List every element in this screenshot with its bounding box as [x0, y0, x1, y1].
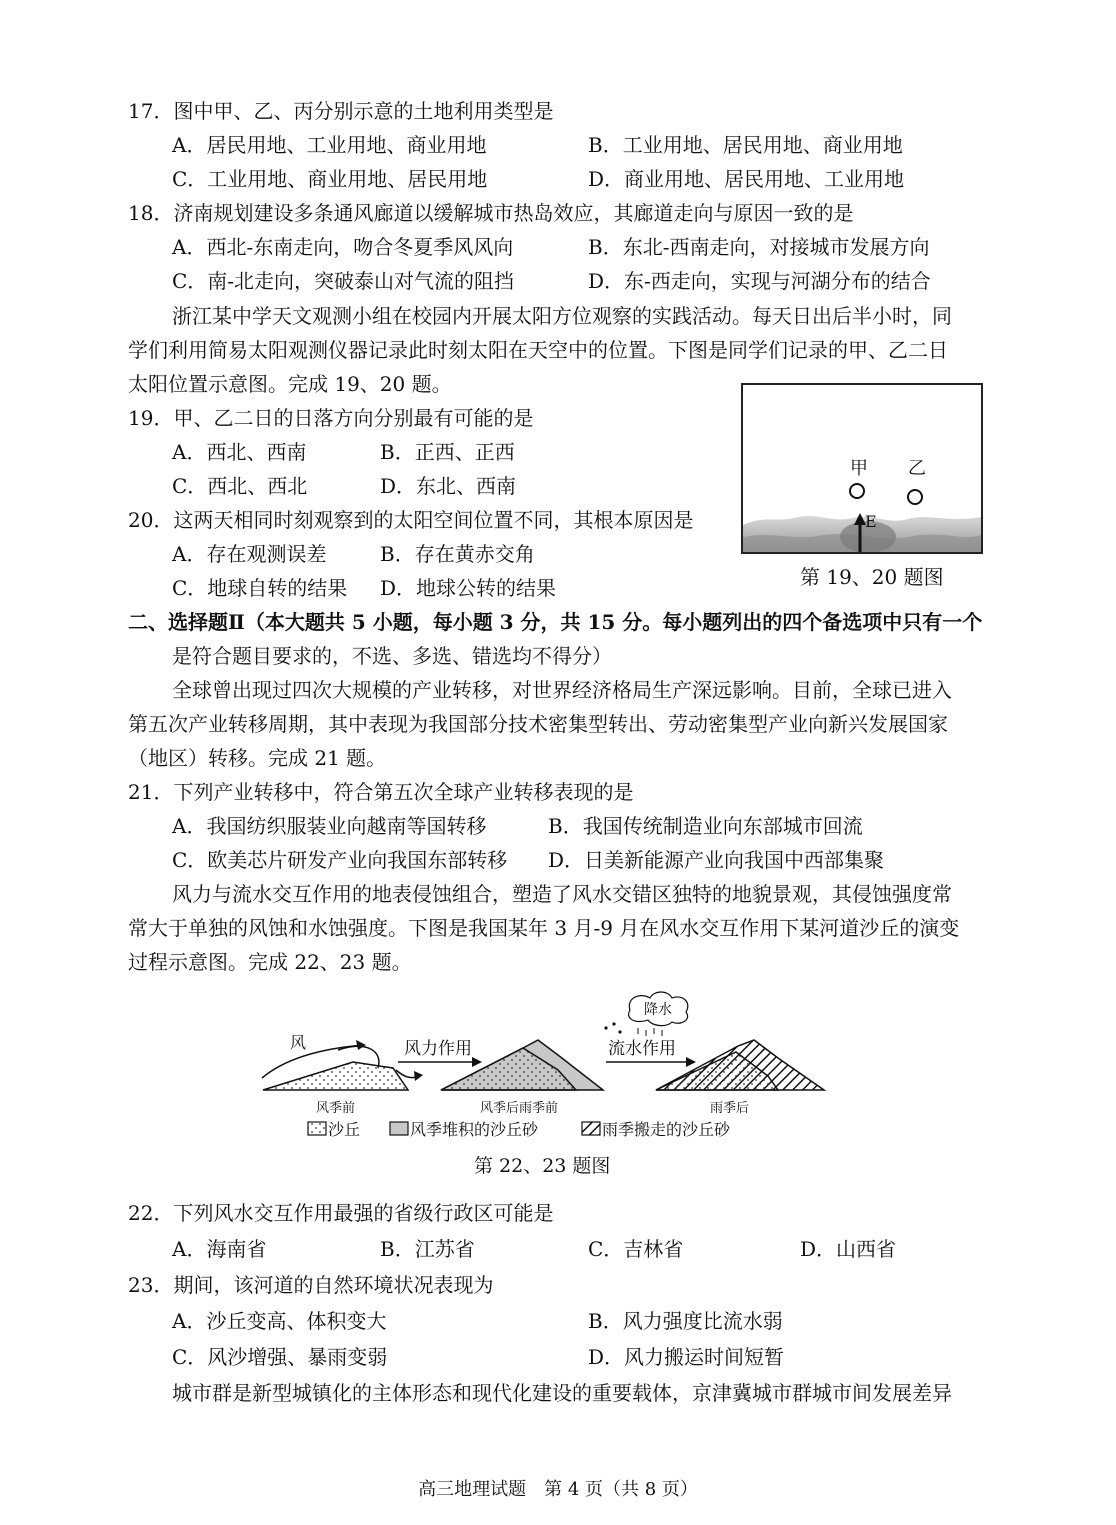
q23-option-b: B．风力强度比流水弱	[588, 1309, 783, 1333]
q19-option-a: A．西北、西南	[172, 440, 307, 464]
q17-option-c: C．工业用地、商业用地、居民用地	[172, 167, 488, 191]
passage-dune-line3: 过程示意图。完成 22、23 题。	[128, 950, 412, 974]
passage-dune-line1: 风力与流水交互作用的地表侵蚀组合，塑造了风水交错区独特的地貌景观，其侵蚀强度常	[172, 882, 952, 906]
q17-stem: 17．图中甲、乙、丙分别示意的土地利用类型是	[128, 99, 554, 123]
q20-option-c: C．地球自转的结果	[172, 576, 348, 600]
rain-label: 降水	[644, 1002, 672, 1018]
sun-yi-marker	[908, 490, 922, 504]
rain-drop	[604, 1026, 607, 1029]
dune-figure-caption: 第 22、23 题图	[474, 1155, 611, 1177]
wind-action-arrow-head	[472, 1057, 482, 1067]
legend-eroded-label: 雨季搬走的沙丘砂	[602, 1120, 731, 1139]
wind-action-label: 风力作用	[404, 1039, 472, 1059]
label-east: E	[865, 512, 877, 531]
q18-option-a: A．西北-东南走向，吻合冬夏季风风向	[172, 235, 514, 259]
q18-stem: 18．济南规划建设多条通风廊道以缓解城市热岛效应，其廊道走向与原因一致的是	[128, 201, 854, 225]
legend-dune-swatch	[308, 1122, 326, 1135]
stage3-label: 雨季后	[710, 1101, 750, 1116]
stage1-label: 风季前	[316, 1101, 356, 1116]
sun-jia-marker	[850, 484, 864, 498]
q21-option-c: C．欧美芯片研发产业向我国东部转移	[172, 848, 508, 872]
q19-option-d: D．东北、西南	[380, 474, 517, 498]
q18-option-c: C．南-北走向，突破泰山对气流的阻挡	[172, 269, 515, 293]
q22-option-a: A．海南省	[172, 1237, 267, 1261]
dune-evolution-diagram	[258, 990, 838, 1180]
q18-option-b: B．东北-西南走向，对接城市发展方向	[588, 235, 930, 259]
q22-option-b: B．江苏省	[380, 1237, 475, 1261]
q20-option-a: A．存在观测误差	[172, 542, 327, 566]
passage-sun-line3: 太阳位置示意图。完成 19、20 题。	[128, 372, 452, 396]
water-action-label: 流水作用	[608, 1039, 676, 1059]
legend-dune-label: 沙丘	[328, 1120, 361, 1139]
sun-position-figure	[741, 383, 983, 554]
q21-option-b: B．我国传统制造业向东部城市回流	[548, 814, 863, 838]
q20-option-b: B．存在黄赤交角	[380, 542, 535, 566]
q21-stem: 21．下列产业转移中，符合第五次全球产业转移表现的是	[128, 780, 634, 804]
q22-option-c: C．吉林省	[588, 1237, 684, 1261]
q21-option-a: A．我国纺织服装业向越南等国转移	[172, 814, 487, 838]
q23-option-d: D．风力搬运时间短暂	[588, 1345, 785, 1369]
legend-deposit-swatch	[390, 1122, 408, 1135]
q17-option-d: D．商业用地、居民用地、工业用地	[588, 167, 905, 191]
wind-label: 风	[290, 1033, 307, 1052]
q17-option-a: A．居民用地、工业用地、商业用地	[172, 133, 487, 157]
q21-option-d: D．日美新能源产业向我国中西部集聚	[548, 848, 885, 872]
legend-deposit-label: 风季堆积的沙丘砂	[410, 1120, 539, 1139]
q22-option-d: D．山西省	[800, 1237, 897, 1261]
legend-eroded-swatch	[582, 1122, 600, 1135]
water-action-arrow-head	[686, 1057, 696, 1067]
q23-stem: 23．期间，该河道的自然环境状况表现为	[128, 1273, 494, 1297]
page-footer: 高三地理试题 第 4 页（共 8 页）	[418, 1479, 698, 1500]
q23-option-c: C．风沙增强、暴雨变弱	[172, 1345, 388, 1369]
rain-drop	[618, 1030, 621, 1033]
sun-position-diagram	[743, 385, 981, 552]
dune-stage1	[263, 1062, 408, 1090]
q20-stem: 20．这两天相同时刻观察到的太阳空间位置不同，其根本原因是	[128, 508, 694, 532]
passage-city-line1: 城市群是新型城镇化的主体形态和现代化建设的重要载体，京津冀城市群城市间发展差异	[172, 1381, 952, 1405]
q19-stem: 19．甲、乙二日的日落方向分别最有可能的是	[128, 406, 534, 430]
q17-option-b: B．工业用地、居民用地、商业用地	[588, 133, 903, 157]
label-yi: 乙	[908, 458, 926, 479]
q22-stem: 22．下列风水交互作用最强的省级行政区可能是	[128, 1201, 554, 1225]
wind-arrow-3-head	[414, 1071, 423, 1081]
q19-option-b: B．正西、正西	[380, 440, 515, 464]
passage-industry-line2: 第五次产业转移周期，其中表现为我国部分技术密集型转出、劳动密集型产业向新兴发展国家	[128, 712, 948, 736]
passage-industry-line3: （地区）转移。完成 21 题。	[128, 746, 387, 770]
rain-drop	[612, 1022, 615, 1025]
q23-option-a: A．沙丘变高、体积变大	[172, 1309, 387, 1333]
section2-heading-line2: 是符合题目要求的，不选、多选、错选均不得分）	[172, 644, 612, 668]
q18-option-d: D．东-西走向，实现与河湖分布的结合	[588, 269, 931, 293]
dune-evolution-figure	[258, 990, 838, 1185]
section2-heading: 二、选择题Ⅱ（本大题共 5 小题，每小题 3 分，共 15 分。每小题列出的四个备选项中只有一个	[128, 610, 983, 634]
q20-option-d: D．地球公转的结果	[380, 576, 557, 600]
label-jia: 甲	[850, 458, 868, 479]
passage-sun-line1: 浙江某中学天文观测小组在校园内开展太阳方位观察的实践活动。每天日出后半小时，同	[172, 304, 952, 328]
sun-figure-caption: 第 19、20 题图	[800, 565, 944, 589]
passage-sun-line2: 学们利用简易太阳观测仪器记录此时刻太阳在天空中的位置。下图是同学们记录的甲、乙二日	[128, 338, 948, 362]
stage2-label: 风季后雨季前	[480, 1101, 559, 1116]
wind-arrow-1-head	[356, 1040, 366, 1050]
passage-industry-line1: 全球曾出现过四次大规模的产业转移，对世界经济格局生产深远影响。目前，全球已进入	[172, 678, 952, 702]
passage-dune-line2: 常大于单独的风蚀和水蚀强度。下图是我国某年 3 月-9 月在风水交互作用下某河道沙丘的演变	[128, 916, 960, 940]
q19-option-c: C．西北、西北	[172, 474, 308, 498]
